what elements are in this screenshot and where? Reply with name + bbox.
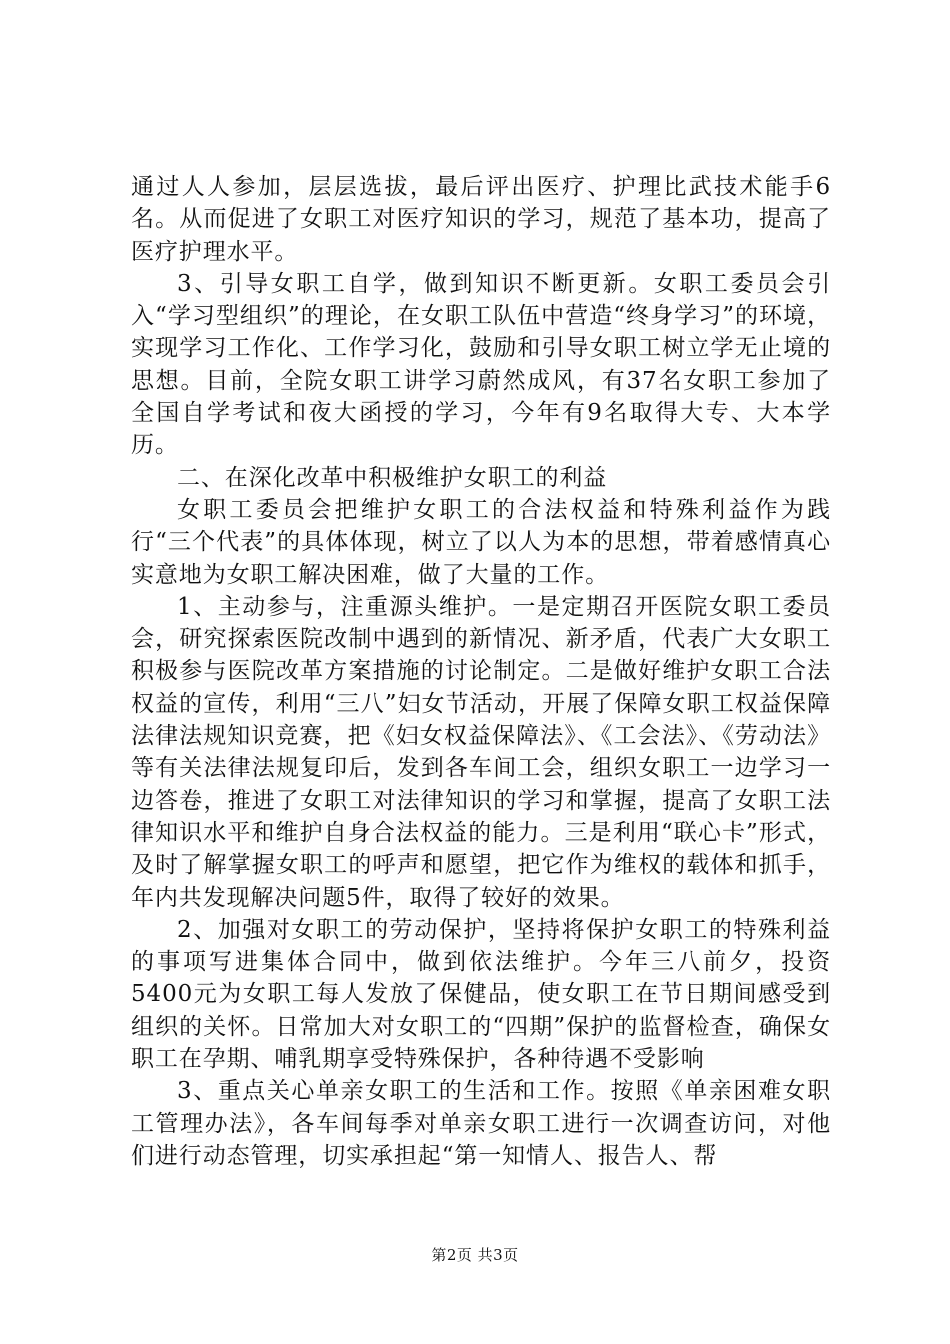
paragraph-2: 3、引导女职工自学，做到知识不断更新。女职工委员会引入“学习型组织”的理论，在女职工队伍中营造“终身学习”的环境，实现学习工作化、工作学习化，鼓励和引导女职工树立学无止境的思想。目前，全院女职工讲学习蔚然成风，有37名女职工参加了全国自学考试和夜大函授的学习，今年有9名取得大专、大本学历。 (131, 270, 831, 459)
paragraph-5: 1、主动参与，注重源头维护。一是定期召开医院女职工委员会，研究探索医院改制中遇到的新情况、新矛盾，代表广大女职工积极参与医院改革方案措施的讨论制定。二是做好维护女职工合法权益的宣传，利用“三八”妇女节活动，开展了保障女职工权益保障法律法规知识竞赛，把《妇女权益保障法》、《工会法》、《劳动法》等有关法律法规复印后，发到各车间工会，组织女职工一边学习一边答卷，推进了女职工对法律知识的学习和掌握，提高了女职工法律知识水平和维护自身合法权益的能力。三是利用“联心卡”形式，及时了解掌握女职工的呼声和愿望，把它作为维权的载体和抓手，年内共发现解决问题5件，取得了较好的效果。 (131, 593, 831, 911)
page-footer (0, 1244, 950, 1265)
paragraph-6: 2、加强对女职工的劳动保护，坚持将保护女职工的特殊利益的事项写进集体合同中，做到依法维护。今年三八前夕，投资5400元为女职工每人发放了保健品，使女职工在节日期间感受到组织的关怀。日常加大对女职工的“四期”保护的监督检查，确保女职工在孕期、哺乳期享受特殊保护，各种待遇不受影响 (131, 916, 831, 1073)
paragraph-4: 女职工委员会把维护女职工的合法权益和特殊利益作为践行“三个代表”的具体体现，树立了以人为本的思想，带着感情真心实意地为女职工解决困难，做了大量的工作。 (131, 496, 831, 588)
paragraph-7: 3、重点关心单亲女职工的生活和工作。按照《单亲困难女职工管理办法》，各车间每季对单亲女职工进行一次调查访问，对他们进行动态管理，切实承担起“第一知情人、报告人、帮 (131, 1078, 831, 1169)
page-number-label: 第2页 共3页 (431, 1246, 519, 1264)
section-heading: 二、在深化改革中积极维护女职工的利益 (177, 464, 608, 491)
paragraph-1: 通过人人参加，层层选拔，最后评出医疗、护理比武技术能手6名。从而促进了女职工对医疗知识的学习，规范了基本功，提高了医疗护理水平。 (131, 174, 831, 265)
document-body (131, 171, 831, 1172)
